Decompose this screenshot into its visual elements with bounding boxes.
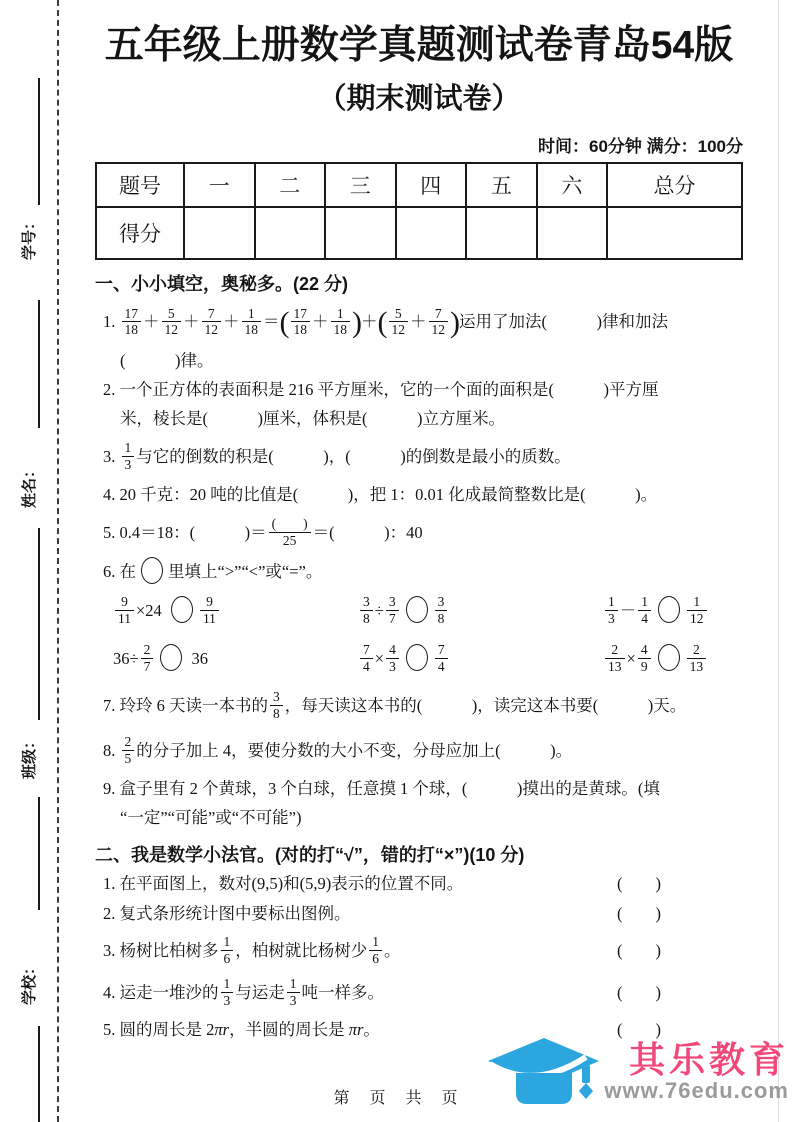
question-line: “一定”“可能”或“不可能”) — [120, 807, 302, 827]
true-false-item — [103, 901, 743, 927]
question-line: 2. 一个正方体的表面积是 216 平方厘米，它的一个面的面积是( )平方厘 — [103, 379, 659, 399]
fraction: $\frac{7}{4}$ — [360, 642, 373, 674]
fraction: $\frac{1}{12}$ — [687, 594, 707, 626]
big-paren: ) — [450, 305, 459, 339]
score-header-cell: 一 — [184, 163, 255, 207]
school-label: 学校： — [22, 959, 38, 1005]
question-line: 7. 玲玲 6 天读一本书的 $\frac{3}{8}$ ，每天读这本书的( )，读完这本书要( )天。 — [103, 689, 687, 721]
answer-blank: ( ) — [617, 873, 661, 893]
comparison-grid-row — [103, 589, 743, 633]
fraction: $\frac{( )}{25}$ — [269, 516, 311, 548]
fraction: $\frac{7}{4}$ — [435, 642, 448, 674]
fraction: $\frac{1}{18}$ — [331, 306, 351, 338]
student-id-label: 学号： — [22, 214, 38, 260]
statement-text: 3. 杨树比柏树多 $\frac{1}{6}$ ，柏树就比杨树少 $\frac{1}{6}$ 。 — [103, 934, 401, 966]
question-line: 米，棱长是( )厘米，体积是( )立方厘米。 — [120, 408, 505, 428]
score-empty-cell — [607, 207, 742, 259]
fraction: $\frac{5}{12}$ — [389, 306, 409, 338]
answer-blank: ( ) — [617, 982, 661, 1002]
fraction: $\frac{17}{18}$ — [291, 306, 311, 338]
comparison-item: $\frac{7}{4}$ × $\frac{4}{3}$ $\frac{7}{4}$ — [358, 637, 603, 681]
section-1-heading: 一、小小填空，奥秘多。(22 分) — [95, 273, 349, 294]
statement-text: 4. 运走一堆沙的 $\frac{1}{3}$ 与运走 $\frac{1}{3}$ 吨一样多。 — [103, 976, 384, 1008]
score-empty-cell — [325, 207, 396, 259]
fraction: $\frac{1}{3}$ — [221, 976, 234, 1008]
score-header-cell: 五 — [466, 163, 537, 207]
page-number-footer: 第 页 共 页 — [333, 1090, 460, 1107]
fraction: $\frac{7}{12}$ — [429, 306, 449, 338]
score-header-cell: 二 — [255, 163, 326, 207]
score-empty-cell — [396, 207, 467, 259]
math-variable: πr — [214, 1019, 230, 1039]
statement-text: 2. 复式条形统计图中要标出图例。 — [103, 903, 351, 923]
question-line: ( )律。 — [120, 350, 214, 370]
score-table-score-row — [96, 207, 742, 259]
statement-text: 5. 圆的周长是 2πr，半圆的周长是 πr。 — [103, 1019, 380, 1039]
fraction: $\frac{3}{8}$ — [360, 594, 373, 626]
name-blank-line — [38, 300, 40, 428]
fraction: $\frac{3}{8}$ — [435, 594, 448, 626]
big-paren: ) — [352, 305, 361, 339]
fraction: $\frac{9}{11}$ — [200, 594, 219, 626]
fraction: $\frac{1}{3}$ — [605, 594, 618, 626]
class-label: 班级： — [22, 733, 38, 779]
statement-text: 1. 在平面图上，数对(9,5)和(5,9)表示的位置不同。 — [103, 873, 464, 893]
big-paren: ( — [377, 305, 387, 339]
score-header-cell: 题号 — [96, 163, 184, 207]
comparison-item: $\frac{2}{13}$ × $\frac{4}{9}$ $\frac{2}{13}$ — [603, 637, 743, 681]
fraction: $\frac{2}{5}$ — [122, 734, 135, 766]
fraction: $\frac{1}{3}$ — [287, 976, 300, 1008]
comparison-item: $\frac{1}{3}$ － $\frac{1}{4}$ $\frac{1}{12}$ — [603, 589, 743, 633]
fraction: $\frac{7}{12}$ — [202, 306, 222, 338]
fraction: $\frac{17}{18}$ — [122, 306, 142, 338]
score-empty-cell — [466, 207, 537, 259]
fraction: $\frac{1}{3}$ — [122, 440, 135, 472]
answer-blank: ( ) — [617, 1019, 661, 1039]
true-false-item — [103, 871, 743, 897]
paper-title: 五年级上册数学真题测试卷青岛54版 — [104, 24, 734, 67]
publisher-logo — [482, 1029, 789, 1114]
comparison-item: 36÷ $\frac{2}{7}$ 36 — [113, 642, 208, 674]
student-id-blank-line — [38, 78, 40, 205]
comparison-circle — [658, 596, 680, 623]
question-line: 4. 20 千克：20 吨的比值是( )，把 1：0.01 化成最简整数比是( )。 — [103, 484, 658, 504]
comparison-circle — [406, 596, 428, 623]
score-header-cell: 总分 — [607, 163, 742, 207]
score-empty-cell — [184, 207, 255, 259]
comparison-circle — [658, 644, 680, 671]
time-score-info: 时间：60分钟 满分：100分 — [538, 136, 743, 156]
score-header-cell: 三 — [325, 163, 396, 207]
website-url: www.76edu.com — [604, 1077, 789, 1103]
score-table — [95, 162, 743, 260]
fraction: $\frac{3}{7}$ — [386, 594, 399, 626]
name-label: 姓名： — [22, 462, 38, 508]
fraction: $\frac{4}{3}$ — [386, 642, 399, 674]
section-1-questions — [95, 299, 743, 831]
answer-blank: ( ) — [617, 903, 661, 923]
fraction: $\frac{1}{6}$ — [221, 934, 234, 966]
score-empty-cell — [255, 207, 326, 259]
fraction: $\frac{2}{7}$ — [141, 642, 154, 674]
question-line: 9. 盒子里有 2 个黄球，3 个白球，任意摸 1 个球，( )摸出的是黄球。(填 — [103, 778, 660, 798]
score-empty-cell — [537, 207, 608, 259]
fraction: $\frac{1}{6}$ — [369, 934, 382, 966]
true-false-item — [103, 931, 743, 971]
main-content — [95, 22, 743, 1047]
fraction: $\frac{1}{18}$ — [242, 306, 262, 338]
brand-name: 其乐教育 — [628, 1039, 789, 1081]
comparison-circle — [141, 557, 163, 584]
comparison-grid-row — [103, 637, 743, 681]
question-line: 1. $\frac{17}{18}$ ＋ $\frac{5}{12}$ ＋ $\frac{7}{12}$ ＋ $\frac{1}{18}$ ＝( $\frac{17}{18}$ ＋ $\frac{1}{18}$ )＋( $\frac{5}{12}$ ＋ $\frac{7}{12}$ )运用了加法( )律和加法 — [103, 305, 668, 339]
section-2-heading: 二、我是数学小法官。(对的打“√”，错的打“×”)(10 分) — [95, 844, 525, 865]
graduation-cap-icon — [482, 1029, 604, 1114]
comparison-circle — [171, 596, 193, 623]
fraction: $\frac{9}{11}$ — [115, 594, 134, 626]
comparison-circle — [160, 644, 182, 671]
fraction: $\frac{3}{8}$ — [270, 689, 283, 721]
big-paren: ( — [279, 305, 289, 339]
paper-subtitle: （期末测试卷） — [317, 82, 521, 115]
answer-blank: ( ) — [617, 940, 661, 960]
school-blank-line — [38, 797, 40, 910]
fraction: $\frac{5}{12}$ — [162, 306, 182, 338]
question-line: 8. $\frac{2}{5}$ 的分子加上 4，要使分数的大小不变，分母应加上( )。 — [103, 734, 573, 766]
class-blank-line — [38, 528, 40, 720]
logo-text — [604, 1041, 789, 1102]
math-variable: πr — [348, 1019, 364, 1039]
question-line: 5. 0.4＝18：( )＝ $\frac{( )}{25}$ ＝( )：40 — [103, 516, 423, 548]
score-row-label: 得分 — [96, 207, 184, 259]
true-false-item — [103, 973, 743, 1013]
question-line: 3. $\frac{1}{3}$ 与它的倒数的积是( )，( )的倒数是最小的质数。 — [103, 440, 571, 472]
fraction: $\frac{2}{13}$ — [605, 642, 625, 674]
score-header-cell: 四 — [396, 163, 467, 207]
score-table-header-row — [96, 163, 742, 207]
comparison-item: $\frac{3}{8}$ ÷ $\frac{3}{7}$ $\frac{3}{8}$ — [358, 589, 603, 633]
fraction: $\frac{2}{13}$ — [687, 642, 707, 674]
seal-dashed-line — [57, 0, 59, 1122]
question-line: 6. 在 里填上“>”“<”或“=”。 — [103, 557, 743, 585]
comparison-circle — [406, 644, 428, 671]
score-header-cell: 六 — [537, 163, 608, 207]
section-2-items — [95, 871, 743, 1043]
fraction: $\frac{4}{9}$ — [638, 642, 651, 674]
page-right-edge — [778, 0, 779, 1122]
comparison-item: $\frac{9}{11}$ ×24 $\frac{9}{11}$ — [113, 589, 358, 633]
fraction: $\frac{1}{4}$ — [638, 594, 651, 626]
